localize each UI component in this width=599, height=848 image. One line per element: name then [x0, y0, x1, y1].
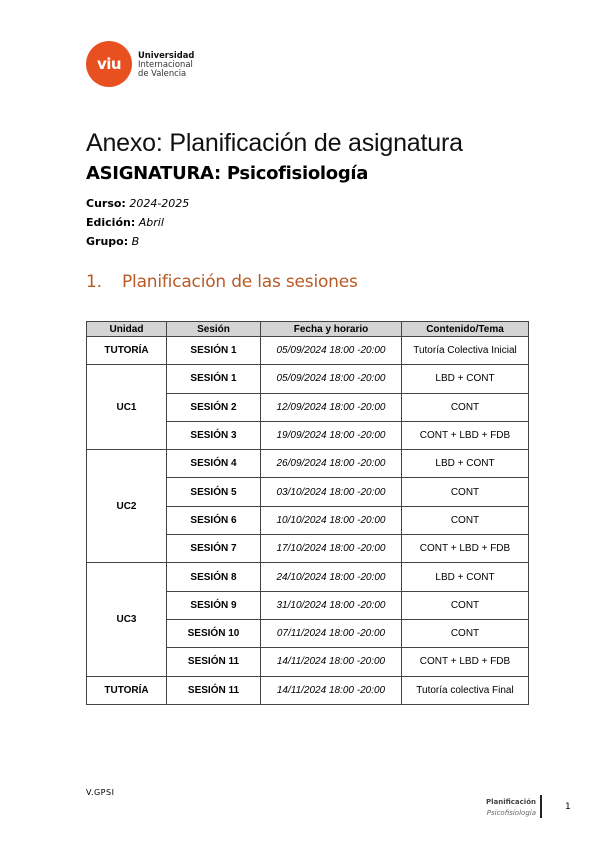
date-cell: 26/09/2024 18:00 -20:00 [261, 450, 402, 478]
footer-subtitle: Psicofisiología [486, 809, 536, 817]
curso-line [86, 197, 189, 210]
session-cell: SESIÓN 4 [167, 450, 261, 478]
table-row [87, 365, 529, 393]
content-cell: CONT + LBD + FDB [402, 421, 529, 449]
date-cell: 12/09/2024 18:00 -20:00 [261, 393, 402, 421]
session-cell: SESIÓN 6 [167, 506, 261, 534]
table-row [87, 450, 529, 478]
grupo-label: Grupo: [86, 235, 129, 248]
edicion-line [86, 216, 164, 229]
section-heading [86, 272, 358, 292]
unit-cell: UC2 [87, 450, 167, 563]
header-fecha: Fecha y horario [261, 322, 402, 337]
footer-divider [540, 795, 542, 818]
header-unidad: Unidad [87, 322, 167, 337]
content-cell: CONT [402, 393, 529, 421]
session-cell: SESIÓN 11 [167, 648, 261, 676]
unit-cell: UC3 [87, 563, 167, 676]
session-cell: SESIÓN 8 [167, 563, 261, 591]
content-cell: CONT [402, 591, 529, 619]
date-cell: 05/09/2024 18:00 -20:00 [261, 337, 402, 365]
session-cell: SESIÓN 9 [167, 591, 261, 619]
footer-doc-info [486, 797, 536, 819]
unit-cell: UC1 [87, 365, 167, 450]
session-cell: SESIÓN 11 [167, 676, 261, 704]
content-cell: CONT + LBD + FDB [402, 535, 529, 563]
session-cell: SESIÓN 3 [167, 421, 261, 449]
date-cell: 31/10/2024 18:00 -20:00 [261, 591, 402, 619]
date-cell: 24/10/2024 18:00 -20:00 [261, 563, 402, 591]
unit-cell: TUTORÍA [87, 337, 167, 365]
content-cell: LBD + CONT [402, 365, 529, 393]
content-cell: Tutoría Colectiva Inicial [402, 337, 529, 365]
curso-value: 2024-2025 [129, 197, 190, 210]
session-cell: SESIÓN 1 [167, 365, 261, 393]
viu-logo-mark: viu [86, 41, 132, 87]
date-cell: 14/11/2024 18:00 -20:00 [261, 676, 402, 704]
content-cell: CONT [402, 478, 529, 506]
table-header-row [87, 322, 529, 337]
date-cell: 19/09/2024 18:00 -20:00 [261, 421, 402, 449]
section-title: Planificación de las sesiones [122, 272, 358, 292]
date-cell: 03/10/2024 18:00 -20:00 [261, 478, 402, 506]
sessions-table [86, 321, 529, 705]
content-cell: Tutoría colectiva Final [402, 676, 529, 704]
document-title: Anexo: Planificación de asignatura [86, 129, 463, 157]
content-cell: CONT [402, 506, 529, 534]
content-cell: CONT + LBD + FDB [402, 648, 529, 676]
logo-line-2: Internacional [138, 58, 193, 69]
table-row [87, 676, 529, 704]
content-cell: LBD + CONT [402, 563, 529, 591]
header-sesion: Sesión [167, 322, 261, 337]
date-cell: 05/09/2024 18:00 -20:00 [261, 365, 402, 393]
page-number: 1 [565, 802, 571, 812]
session-cell: SESIÓN 1 [167, 337, 261, 365]
table-row [87, 337, 529, 365]
footer-code: V.GPSI [86, 788, 115, 797]
session-cell: SESIÓN 5 [167, 478, 261, 506]
university-logo [86, 41, 194, 87]
section-number: 1. [86, 272, 102, 292]
header-contenido: Contenido/Tema [402, 322, 529, 337]
content-cell: CONT [402, 619, 529, 647]
grupo-value: B [131, 235, 140, 248]
session-cell: SESIÓN 7 [167, 535, 261, 563]
curso-label: Curso: [86, 197, 126, 210]
session-cell: SESIÓN 10 [167, 619, 261, 647]
content-cell: LBD + CONT [402, 450, 529, 478]
grupo-line [86, 235, 139, 248]
date-cell: 14/11/2024 18:00 -20:00 [261, 648, 402, 676]
logo-line-1: Universidad [138, 49, 195, 60]
session-cell: SESIÓN 2 [167, 393, 261, 421]
edicion-value: Abril [138, 216, 164, 229]
unit-cell: TUTORÍA [87, 676, 167, 704]
logo-wordmark [138, 51, 194, 78]
footer-title: Planificación [485, 798, 536, 806]
subject-heading: ASIGNATURA: Psicofisiología [86, 163, 369, 184]
edicion-label: Edición: [86, 216, 136, 229]
date-cell: 17/10/2024 18:00 -20:00 [261, 535, 402, 563]
logo-line-3: de Valencia [138, 67, 187, 78]
date-cell: 07/11/2024 18:00 -20:00 [261, 619, 402, 647]
date-cell: 10/10/2024 18:00 -20:00 [261, 506, 402, 534]
table-row [87, 563, 529, 591]
